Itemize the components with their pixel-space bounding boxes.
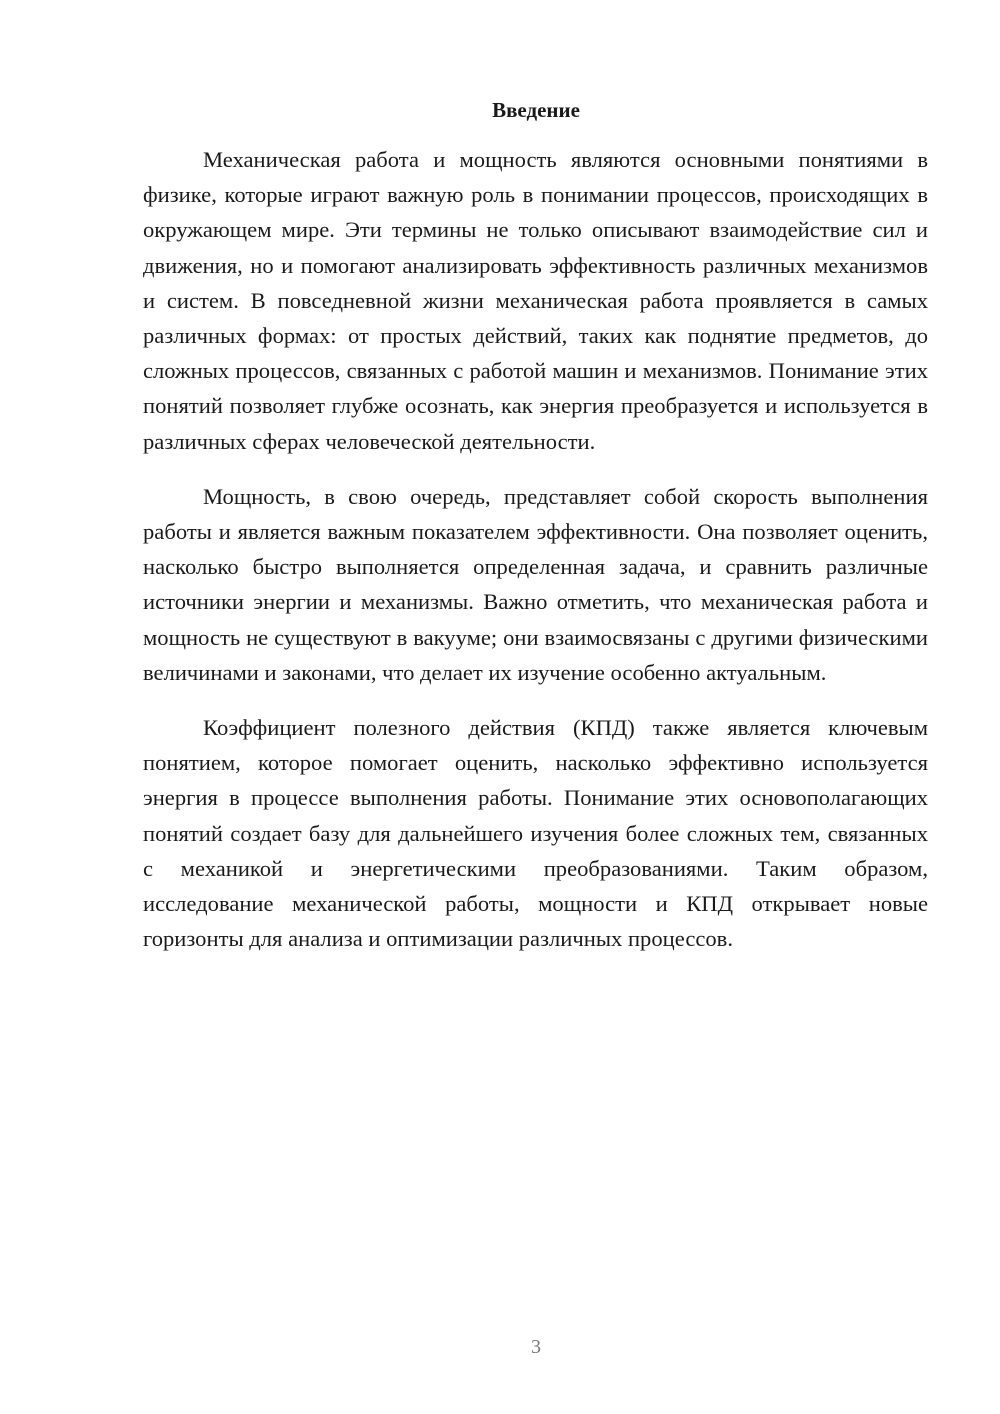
body-text — [143, 142, 928, 976]
page-number: 3 — [531, 1336, 541, 1358]
section-heading: Введение — [492, 98, 580, 122]
paragraph-3: Коэффициент полезного действия (КПД) также является ключевым понятием, которое помогает оценить, насколько эффективно используется энергия в процессе выполнения работы. Понимание этих основополагающих понятий создает базу для дальнейшего изучения более сложных тем, связанных с механикой и энергетическими преобразованиями. Таким образом, исследование механической работы, мощности и КПД открывает новые горизонты для анализа и оптимизации различных процессов. — [143, 715, 928, 952]
paragraph-1: Механическая работа и мощность являются основными понятиями в физике, которые играют важную роль в понимании процессов, происходящих в окружающем мире. Эти термины не только описывают взаимодействие сил и движения, но и помогают анализировать эффективность различных механизмов и систем. В повседневной жизни механическая работа проявляется в самых различных формах: от простых действий, таких как поднятие предметов, до сложных процессов, связанных с работой машин и механизмов. Понимание этих понятий позволяет глубже осознать, как энергия преобразуется и используется в различных сферах человеческой деятельности. — [143, 147, 928, 454]
paragraph-2: Мощность, в свою очередь, представляет собой скорость выполнения работы и является важным показателем эффективности. Она позволяет оценить, насколько быстро выполняется определенная задача, и сравнить различные источники энергии и механизмы. Важно отметить, что механическая работа и мощность не существуют в вакууме; они взаимосвязаны с другими физическими величинами и законами, что делает их изучение особенно актуальным. — [143, 483, 928, 685]
